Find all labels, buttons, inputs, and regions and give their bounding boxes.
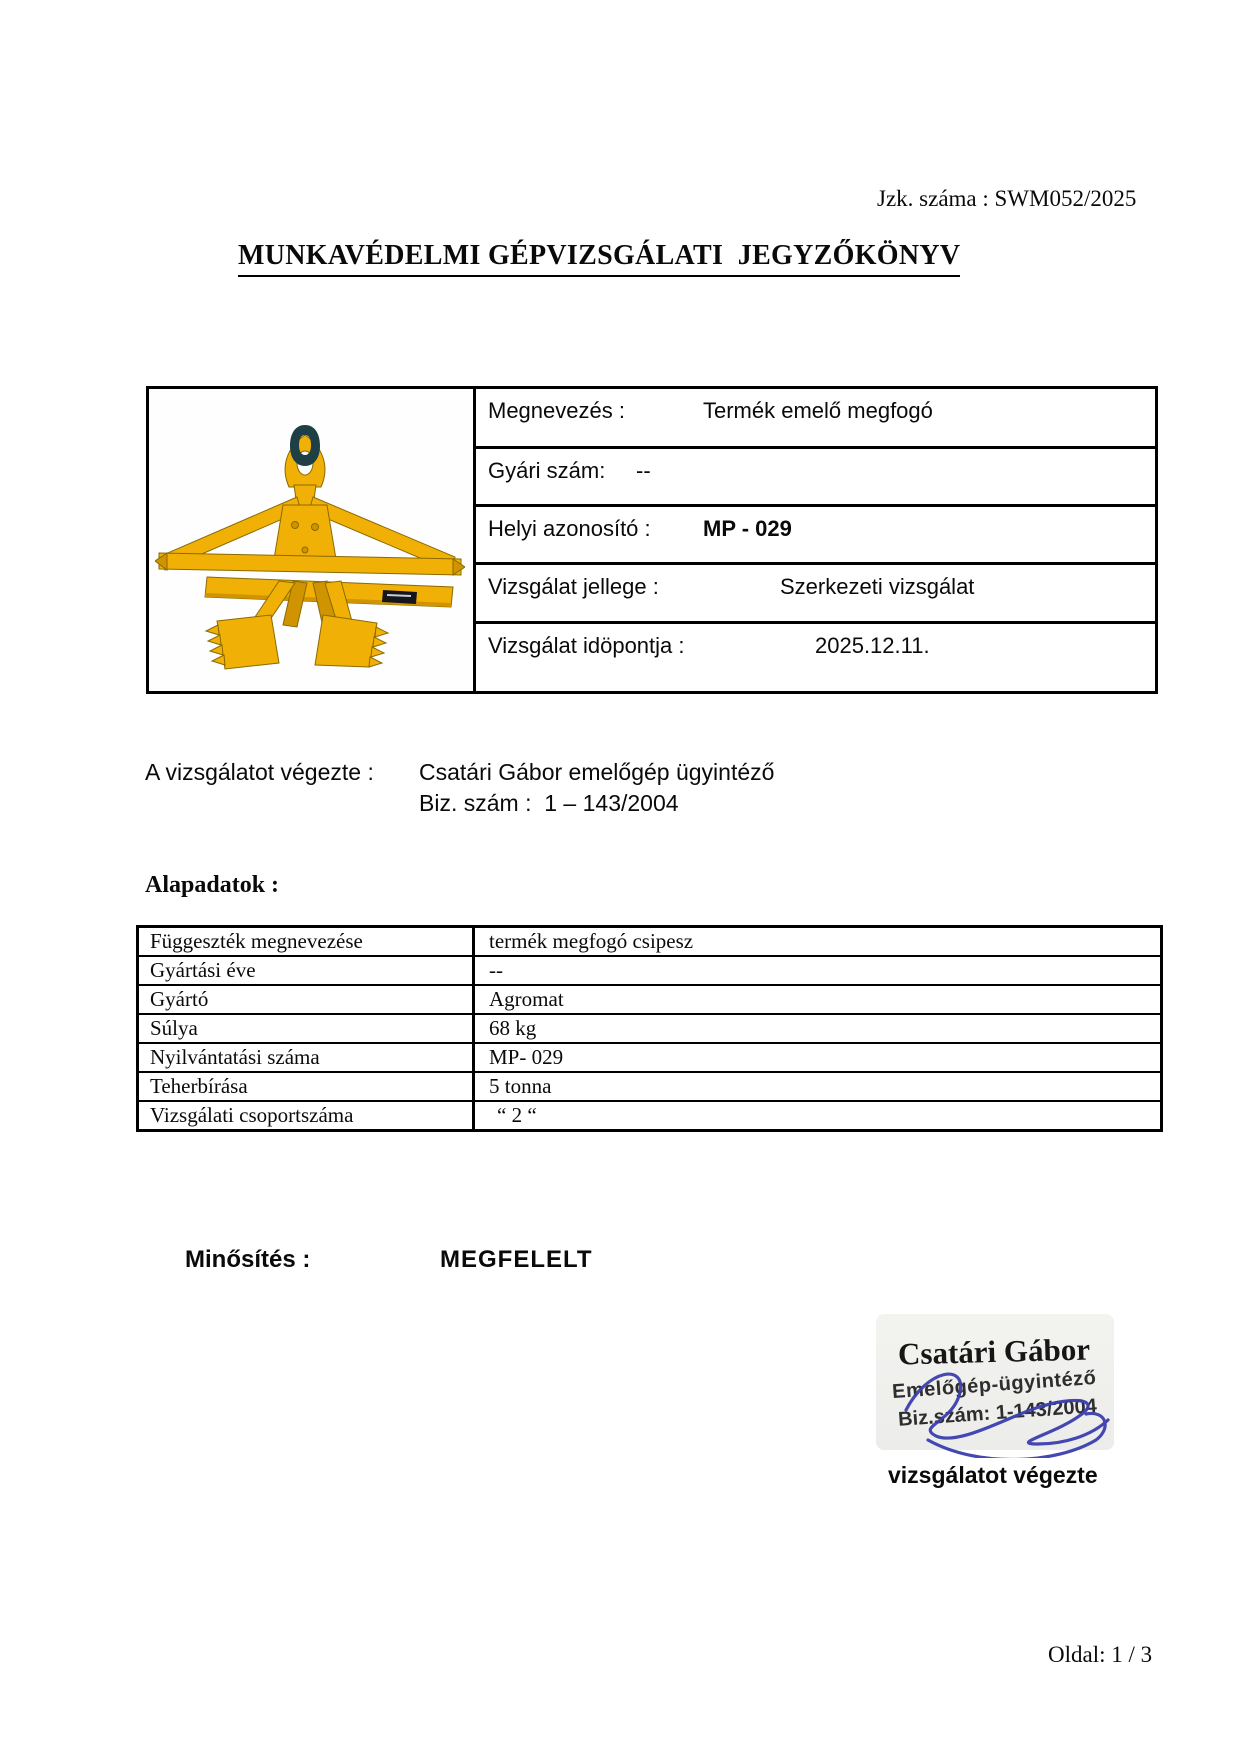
row-label: Teherbírása xyxy=(139,1073,475,1100)
table-row xyxy=(476,621,1155,691)
row-label: Vizsgálat idöpontja : xyxy=(488,633,685,658)
row-label: Gyártó xyxy=(139,986,475,1013)
table-row xyxy=(139,1042,1160,1071)
stamp-role: Emelőgép-ügyintéző xyxy=(891,1366,1098,1404)
row-value: Szerkezeti vizsgálat xyxy=(780,574,975,599)
table-row xyxy=(139,928,1160,955)
basic-data-table xyxy=(136,925,1163,1132)
stamp-caption: vizsgálatot végezte xyxy=(888,1462,1098,1488)
table-row xyxy=(139,1071,1160,1100)
machine-info-table xyxy=(146,386,1158,694)
table-row xyxy=(476,389,1155,446)
table-row xyxy=(139,1013,1160,1042)
protocol-number: Jzk. száma : SWM052/2025 xyxy=(877,186,1137,211)
document-title: MUNKAVÉDELMI GÉPVIZSGÁLATI JEGYZŐKÖNYV xyxy=(238,240,960,277)
inspector-label: A vizsgálatot végezte : xyxy=(145,759,374,785)
table-row xyxy=(139,1100,1160,1129)
stamp-cert-number: Biz.szám: 1-143/2004 xyxy=(897,1395,1098,1431)
row-value: MP - 029 xyxy=(703,516,792,541)
row-label: Súlya xyxy=(139,1015,475,1042)
row-value: 68 kg xyxy=(489,1016,537,1040)
row-label: Vizsgálati csoportszáma xyxy=(139,1102,475,1129)
lifting-grab-icon xyxy=(155,425,465,670)
row-label: Helyi azonosító : xyxy=(488,516,651,541)
machine-info-rows xyxy=(476,389,1155,691)
row-value: 5 tonna xyxy=(489,1074,552,1098)
qualification-result: MEGFELELT xyxy=(440,1246,593,1273)
row-value: Termék emelő megfogó xyxy=(703,398,933,423)
qualification-label: Minősítés : xyxy=(185,1246,311,1273)
row-value: -- xyxy=(636,458,651,483)
row-value: Agromat xyxy=(489,987,564,1011)
row-value: MP- 029 xyxy=(489,1045,564,1069)
table-row xyxy=(476,504,1155,562)
row-label: Nyilvántatási száma xyxy=(139,1044,475,1071)
table-row xyxy=(139,955,1160,984)
page-number: Oldal: 1 / 3 xyxy=(1048,1642,1153,1667)
stamp-name: Csatári Gábor xyxy=(897,1331,1091,1372)
inspector-stamp xyxy=(876,1314,1114,1450)
row-value: 2025.12.11. xyxy=(815,633,930,658)
row-label: Gyártási éve xyxy=(139,957,475,984)
inspector-details xyxy=(419,757,774,819)
row-label: Megnevezés : xyxy=(488,398,625,423)
row-label: Vizsgálat jellege : xyxy=(488,574,659,599)
inspector-name: Csatári Gábor emelőgép ügyintéző xyxy=(419,759,775,785)
lifting-grab-shapes xyxy=(155,425,465,669)
row-label: Gyári szám: xyxy=(488,458,606,483)
basic-data-heading: Alapadatok : xyxy=(145,872,280,898)
row-value: termék megfogó csipesz xyxy=(489,929,694,953)
row-value: “ 2 “ xyxy=(497,1103,537,1127)
inspector-block xyxy=(145,757,774,819)
inspector-cert: Biz. szám : 1 – 143/2004 xyxy=(419,790,679,816)
row-value: -- xyxy=(489,958,503,982)
table-row xyxy=(139,984,1160,1013)
table-row xyxy=(476,562,1155,621)
table-row xyxy=(476,446,1155,504)
row-label: Függeszték megnevezése xyxy=(139,928,475,955)
machine-photo xyxy=(149,389,476,691)
